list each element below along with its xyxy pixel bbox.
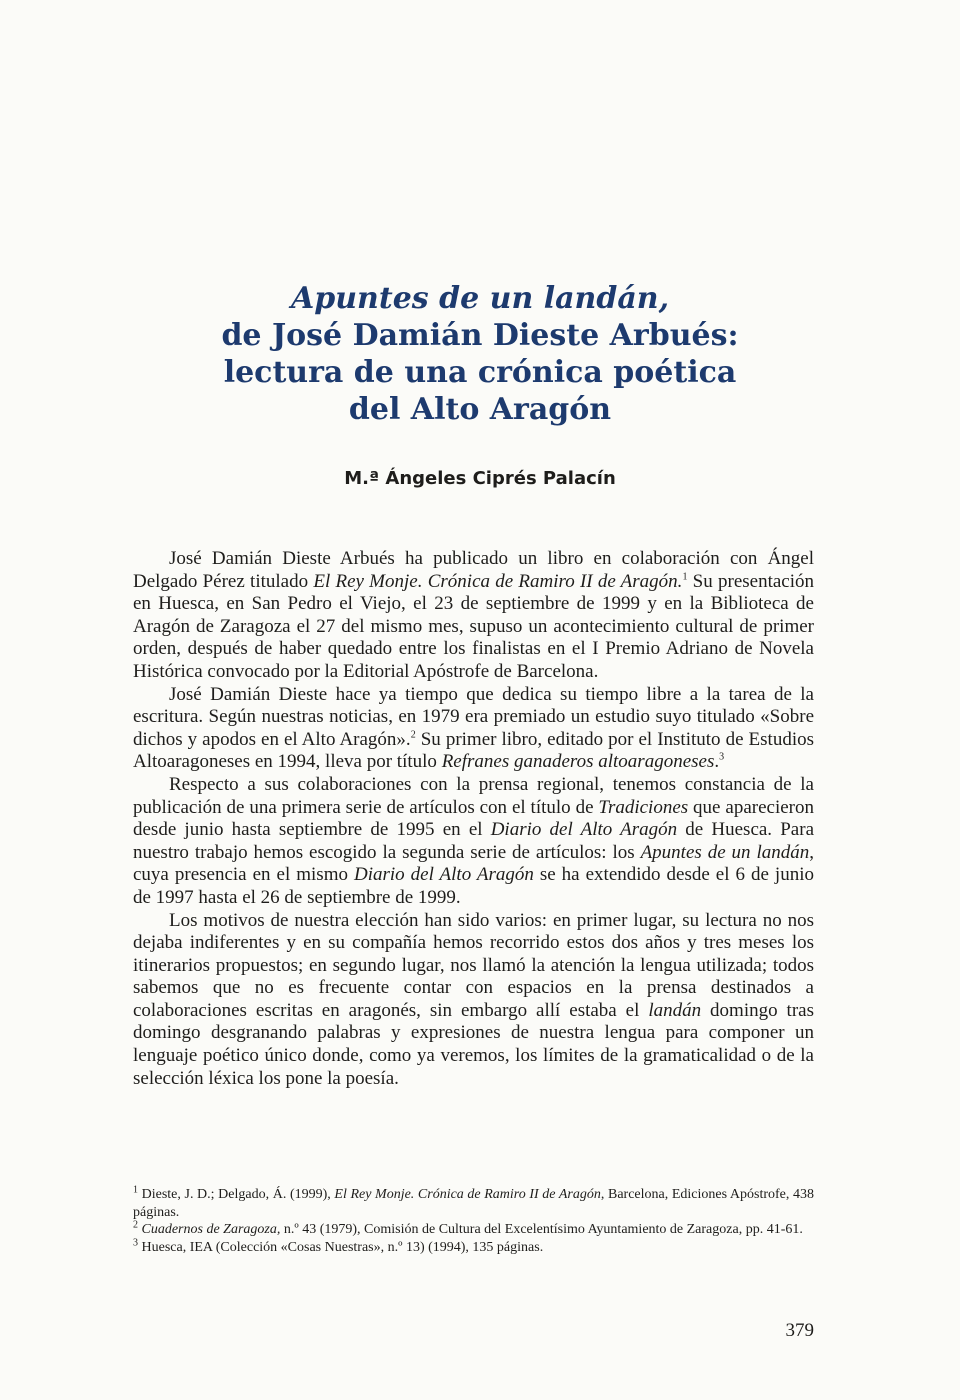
footnote-number: 2 xyxy=(133,1219,138,1231)
text-run: , Barcelona, Ediciones Apóstrofe, 438 páginas. xyxy=(133,1187,815,1220)
italic-book-title: El Rey Monje. Crónica de Ramiro II de Aragón. xyxy=(313,570,683,592)
italic-newspaper-title: Diario del Alto Aragón xyxy=(353,864,534,886)
text-run: de Huesca. Para nuestro trabajo hemos escogido la segunda serie de artículos: los xyxy=(133,819,814,863)
italic-series-title: Apuntes de un landán xyxy=(640,841,810,863)
text-run: Respecto a sus colaboraciones con la prensa regional, tenemos constancia de la publicación de una primera serie de artículos con el título de xyxy=(133,773,814,818)
text-run: Huesca, IEA (Colección «Cosas Nuestras», n.º 13) (1994), 135 páginas. xyxy=(138,1239,544,1255)
footnote-2 xyxy=(133,1221,814,1239)
title-line-2: de José Damián Dieste Arbués: xyxy=(221,318,739,353)
text-run: se ha extendido desde el 6 de junio de 1997 hasta el 26 de septiembre de 1999. xyxy=(133,864,814,908)
footnote-ref-1[interactable]: 1 xyxy=(682,571,688,583)
article-title xyxy=(0,280,960,428)
italic-book-title: El Rey Monje. Crónica de Ramiro II de Aragón xyxy=(334,1187,601,1202)
paragraph-2 xyxy=(133,684,814,774)
title-line-3: lectura de una crónica poética xyxy=(223,355,737,390)
title-line-4: del Alto Aragón xyxy=(348,392,612,427)
footnotes xyxy=(133,1186,814,1256)
footnote-3 xyxy=(133,1236,814,1257)
footnote-number: 3 xyxy=(133,1236,138,1248)
footnote-1 xyxy=(133,1186,814,1221)
footnote-number: 1 xyxy=(133,1184,138,1196)
text-run: Su presentación en Huesca, en San Pedro el Viejo, el 23 de septiembre de 1999 y en la Biblioteca de Aragón de Zaragoza el 27 del mismo mes, supuso un acontecimiento cultural de primer orden, después de haber quedado entre los finalistas en el I Premio Adriano de Novela Histórica convocado por la Editorial Apóstrofe de Barcelona. xyxy=(133,570,815,682)
title-line-1: Apuntes de un landán, xyxy=(290,281,670,316)
footnote-ref-3[interactable]: 3 xyxy=(719,752,725,764)
italic-journal-title: Cuadernos de Zaragoza, xyxy=(141,1222,281,1237)
text-run: n.º 43 (1979), Comisión de Cultura del Excelentísimo Ayuntamiento de Zaragoza, pp. 41-61. xyxy=(280,1222,803,1237)
text-run: José Damián Dieste hace ya tiempo que dedica su tiempo libre a la tarea de la escritura. Según nuestras noticias, en 1979 era premiado un estudio suyo titulado «Sobre dichos y apodos en el Alto Aragón». xyxy=(133,683,814,750)
footnote-ref-2[interactable]: 2 xyxy=(410,729,416,741)
italic-newspaper-title: Diario del Alto Aragón xyxy=(490,819,678,841)
italic-series-title: Tradiciones xyxy=(598,796,689,818)
text-run: Los motivos de nuestra elección han sido varios: en primer lugar, su lectura no nos dejaba indiferentes y en su compañía hemos recorrido estos dos años y tres meses los itinerarios propuestos; en segundo lugar, nos llamó la atención la lengua utilizada; todos sabemos que no es frecuente contar con espacios en la prensa destinados a colaboraciones escritas en aragonés, sin embargo allí estaba el xyxy=(133,909,814,1021)
paragraph-4 xyxy=(133,910,814,1091)
paragraph-3 xyxy=(133,774,814,910)
text-run: . xyxy=(714,751,720,773)
italic-book-title: Refranes ganaderos altoaragoneses xyxy=(441,751,715,773)
italic-term: landán xyxy=(648,999,702,1021)
text-run: Dieste, J. D.; Delgado, Á. (1999), xyxy=(138,1187,335,1202)
page-number: 379 xyxy=(785,1320,814,1341)
text-run: domingo tras domingo desgranando palabras y expresiones de nuestra lengua para componer un lenguaje poético único donde, como ya veremos, los límites de la gramaticalidad o de la selección léxica los pone la poesía. xyxy=(133,999,814,1089)
paragraph-1 xyxy=(133,548,814,684)
author-name: M.ª Ángeles Ciprés Palacín xyxy=(344,468,616,489)
text-run: que aparecieron desde junio hasta septiembre de 1995 en el xyxy=(133,796,814,841)
text-run: , cuya presencia en el mismo xyxy=(133,841,814,886)
text-run: José Damián Dieste Arbués ha publicado un libro en colaboración con Ángel Delgado Pérez titulado xyxy=(133,548,814,592)
text-run: Su primer libro, editado por el Instituto de Estudios Altoaragoneses en 1994, lleva por título xyxy=(133,728,814,773)
body-text xyxy=(133,548,814,1090)
